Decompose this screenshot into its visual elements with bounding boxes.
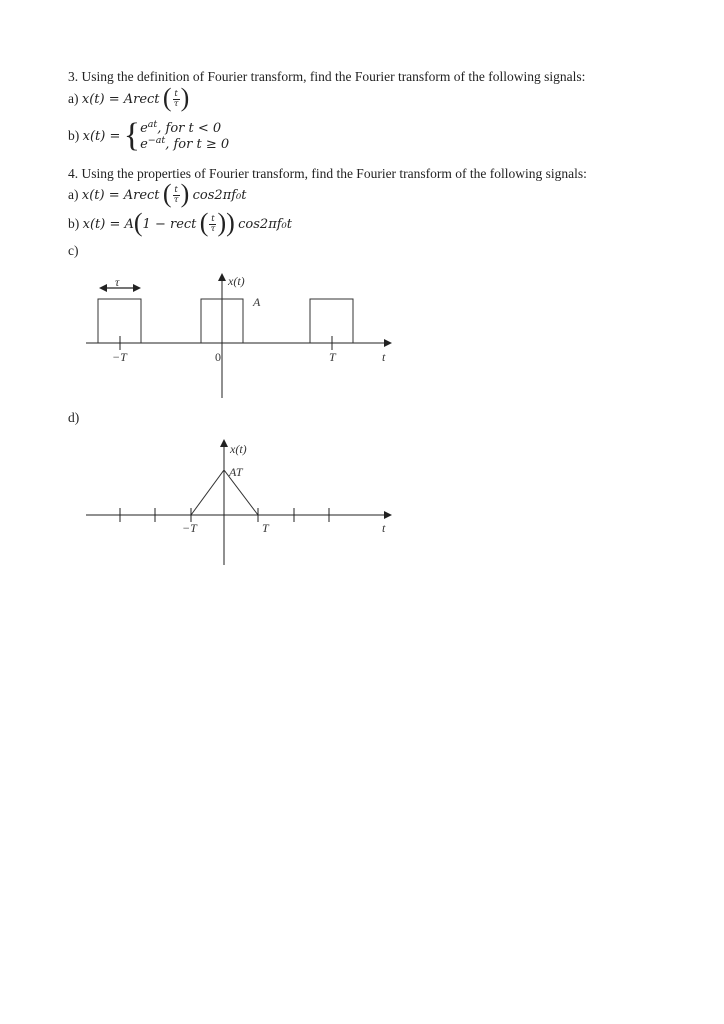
q4d-neg-label: −T — [182, 521, 197, 535]
q4c-amp-label: A — [253, 295, 261, 309]
q4d-peak-label: AT — [229, 465, 243, 479]
q3b-lhs: x(t) = — [82, 129, 121, 145]
q4a-equation: a) x(t) = Arect ( $\frac{t}{\tau}$ ) cos2πf₀t — [68, 178, 247, 208]
q3-heading: 3. Using the definition of Fourier transform, find the Fourier transform of the following signals: — [68, 69, 586, 84]
q4c-neg-label: −T — [112, 350, 127, 364]
q4c-t-label: t — [382, 350, 386, 364]
q3a-paren-open: ( — [162, 82, 172, 112]
q3b-case2: $e^{-at}$, for t ≥ 0 — [140, 135, 230, 152]
q4b-fraction: $\frac{t}{\tau}$ — [210, 214, 216, 235]
q4d-pos-label: T — [262, 521, 269, 535]
q4b-lhs: x(t) = A — [82, 217, 134, 232]
q4b-tail: cos2πf₀t — [238, 217, 292, 232]
q4b-label: b) — [68, 216, 80, 231]
q4d-y-label: x(t) — [230, 442, 247, 456]
q4b-equation: b) x(t) = A(1 − rect ( $\frac{t}{\tau}$ )) cos2πf₀t — [68, 207, 292, 237]
q3b-brace: { — [123, 117, 141, 154]
q3a-paren-close: ) — [180, 82, 190, 112]
q4d-label: d) — [68, 410, 80, 425]
q4c-width-label: τ — [115, 275, 120, 289]
q3a-label: a) — [68, 91, 79, 106]
q3b-case1: $e^{at}$, for t < 0 — [140, 119, 222, 136]
q3b-label: b) — [68, 128, 80, 144]
q4c-pos-label: T — [329, 350, 336, 364]
q4a-fraction: $\frac{t}{\tau}$ — [173, 185, 179, 206]
q4a-tail: cos2πf₀t — [192, 188, 247, 203]
q4-heading: 4. Using the properties of Fourier transform, find the Fourier transform of the following signals: — [68, 166, 587, 181]
q3a-num: t — [174, 89, 178, 100]
q4d-t-label: t — [382, 521, 386, 535]
q4c-y-label: x(t) — [228, 274, 245, 288]
q4c-zero-label: 0 — [215, 350, 221, 364]
q3a-den: τ — [173, 99, 179, 110]
q4a-lhs: x(t) = Arect — [81, 188, 160, 203]
q4b-inner: 1 − rect — [142, 217, 197, 232]
q4a-label: a) — [68, 187, 79, 202]
q4c-label: c) — [68, 243, 79, 258]
q3a-lhs: x(t) = Arect — [81, 92, 160, 107]
